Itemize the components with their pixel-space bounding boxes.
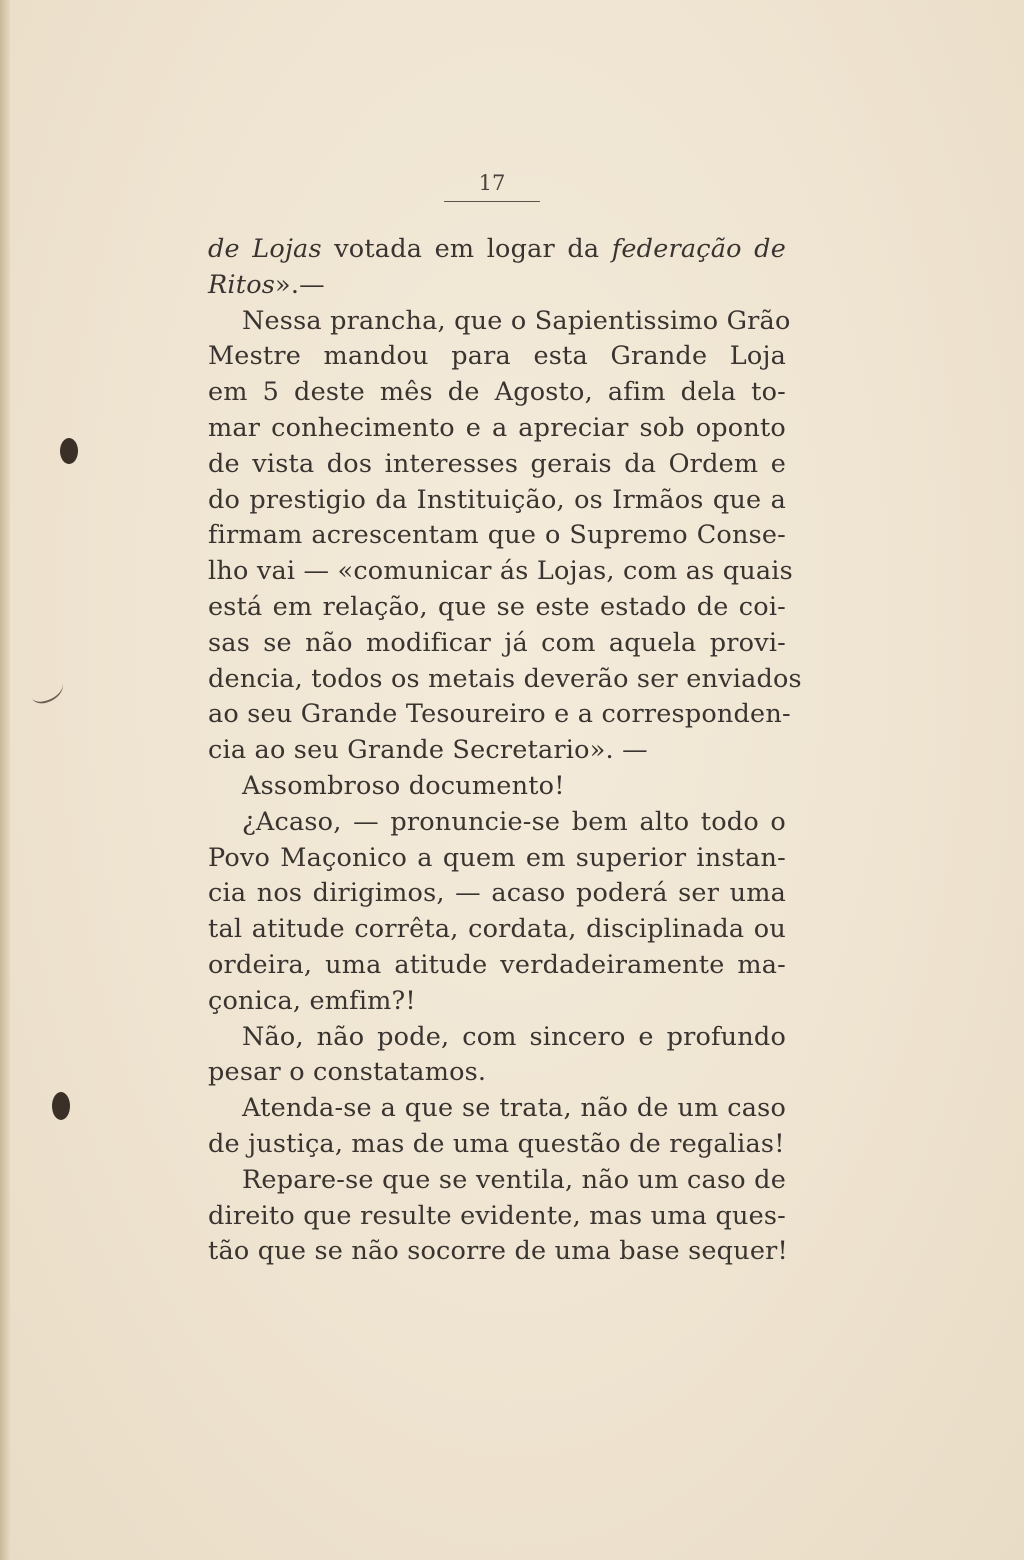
- text-segment: de vista dos interesses gerais da Ordem e: [208, 448, 786, 479]
- italic-text: de Lojas: [208, 234, 322, 264]
- text-segment: Não, não pode, com sincero e profundo: [242, 1021, 786, 1052]
- text-line: [208, 1163, 786, 1199]
- text-segment: votada em logar da: [321, 234, 612, 264]
- text-line: [208, 375, 786, 411]
- text-line: [208, 339, 786, 375]
- text-segment: tão que se não socorre de uma base sequer!: [208, 1236, 788, 1267]
- text-segment: Povo Maçonico a quem em superior instan-: [208, 842, 786, 873]
- text-line: [208, 1127, 786, 1163]
- text-segment: Atenda-se a que se trata, não de um caso: [242, 1093, 786, 1124]
- text-line: [208, 1091, 786, 1127]
- italic-text: federação de: [611, 234, 786, 264]
- page-number-rule: [444, 201, 540, 202]
- text-line: [208, 769, 786, 805]
- page-number: 17: [478, 171, 506, 195]
- text-line: [208, 554, 793, 590]
- text-segment: lho vai — «comunicar ás Lojas, com as quais: [208, 556, 793, 587]
- text-segment: mar conhecimento e a apreciar sob oponto: [208, 412, 786, 443]
- text-segment: de justiça, mas de uma questão de regalias!: [208, 1128, 785, 1159]
- text-line: [208, 912, 786, 948]
- text-line: [208, 518, 786, 554]
- text-segment: sas se não modificar já com aquela provi-: [208, 627, 786, 658]
- text-line: [208, 268, 786, 304]
- binding-hole: [52, 1092, 70, 1120]
- text-segment: Repare-se que se ventila, não um caso de: [242, 1164, 786, 1195]
- text-line: [208, 1020, 786, 1056]
- text-segment: Mestre mandou para esta Grande Loja: [208, 341, 786, 372]
- text-line: [208, 876, 786, 912]
- text-line: [208, 841, 786, 877]
- text-segment: ».—: [275, 269, 325, 300]
- text-line: [208, 411, 786, 447]
- text-segment: ordeira, uma atitude verdadeiramente ma-: [208, 949, 786, 980]
- text-segment: em 5 deste mês de Agosto, afim dela to-: [208, 377, 786, 408]
- text-segment: do prestigio da Instituição, os Irmãos que a: [208, 484, 786, 515]
- text-segment: está em relação, que se este estado de coi-: [208, 591, 786, 622]
- text-line: [208, 697, 791, 733]
- body-text: [208, 232, 802, 1270]
- text-segment: direito que resulte evidente, mas uma ques-: [208, 1200, 786, 1231]
- text-segment: ¿Acaso, — pronuncie-se bem alto todo o: [242, 806, 786, 837]
- text-line: [208, 483, 786, 519]
- text-line: [208, 1234, 786, 1270]
- text-line: [208, 304, 791, 340]
- text-line: [208, 805, 786, 841]
- paper-tear: [27, 673, 67, 706]
- text-line: [208, 1055, 786, 1091]
- text-segment: cia nos dirigimos, — acaso poderá ser uma: [208, 878, 786, 909]
- italic-text: Ritos: [208, 269, 276, 300]
- text-line: [208, 662, 802, 698]
- text-line: [208, 447, 786, 483]
- text-segment: cia ao seu Grande Secretario». —: [208, 735, 648, 766]
- text-segment: Assombroso documento!: [242, 770, 565, 801]
- text-line: [208, 1199, 786, 1235]
- text-segment: ao seu Grande Tesoureiro e a corresponden-: [208, 699, 791, 730]
- text-segment: tal atitude corrêta, cordata, disciplinada ou: [208, 914, 786, 945]
- text-line: [208, 232, 786, 268]
- text-segment: dencia, todos os metais deverão ser enviados: [208, 663, 802, 694]
- text-line: [208, 733, 786, 769]
- text-segment: çonica, emfim?!: [208, 985, 416, 1016]
- text-line: [208, 984, 786, 1020]
- text-segment: pesar o constatamos.: [208, 1057, 487, 1088]
- text-segment: firmam acrescentam que o Supremo Conse-: [208, 520, 786, 551]
- binding-hole: [60, 438, 78, 464]
- text-line: [208, 626, 786, 662]
- text-line: [208, 948, 786, 984]
- text-segment: Nessa prancha, que o Sapientissimo Grão: [242, 305, 791, 336]
- page-edge: [0, 0, 10, 1560]
- text-line: [208, 590, 786, 626]
